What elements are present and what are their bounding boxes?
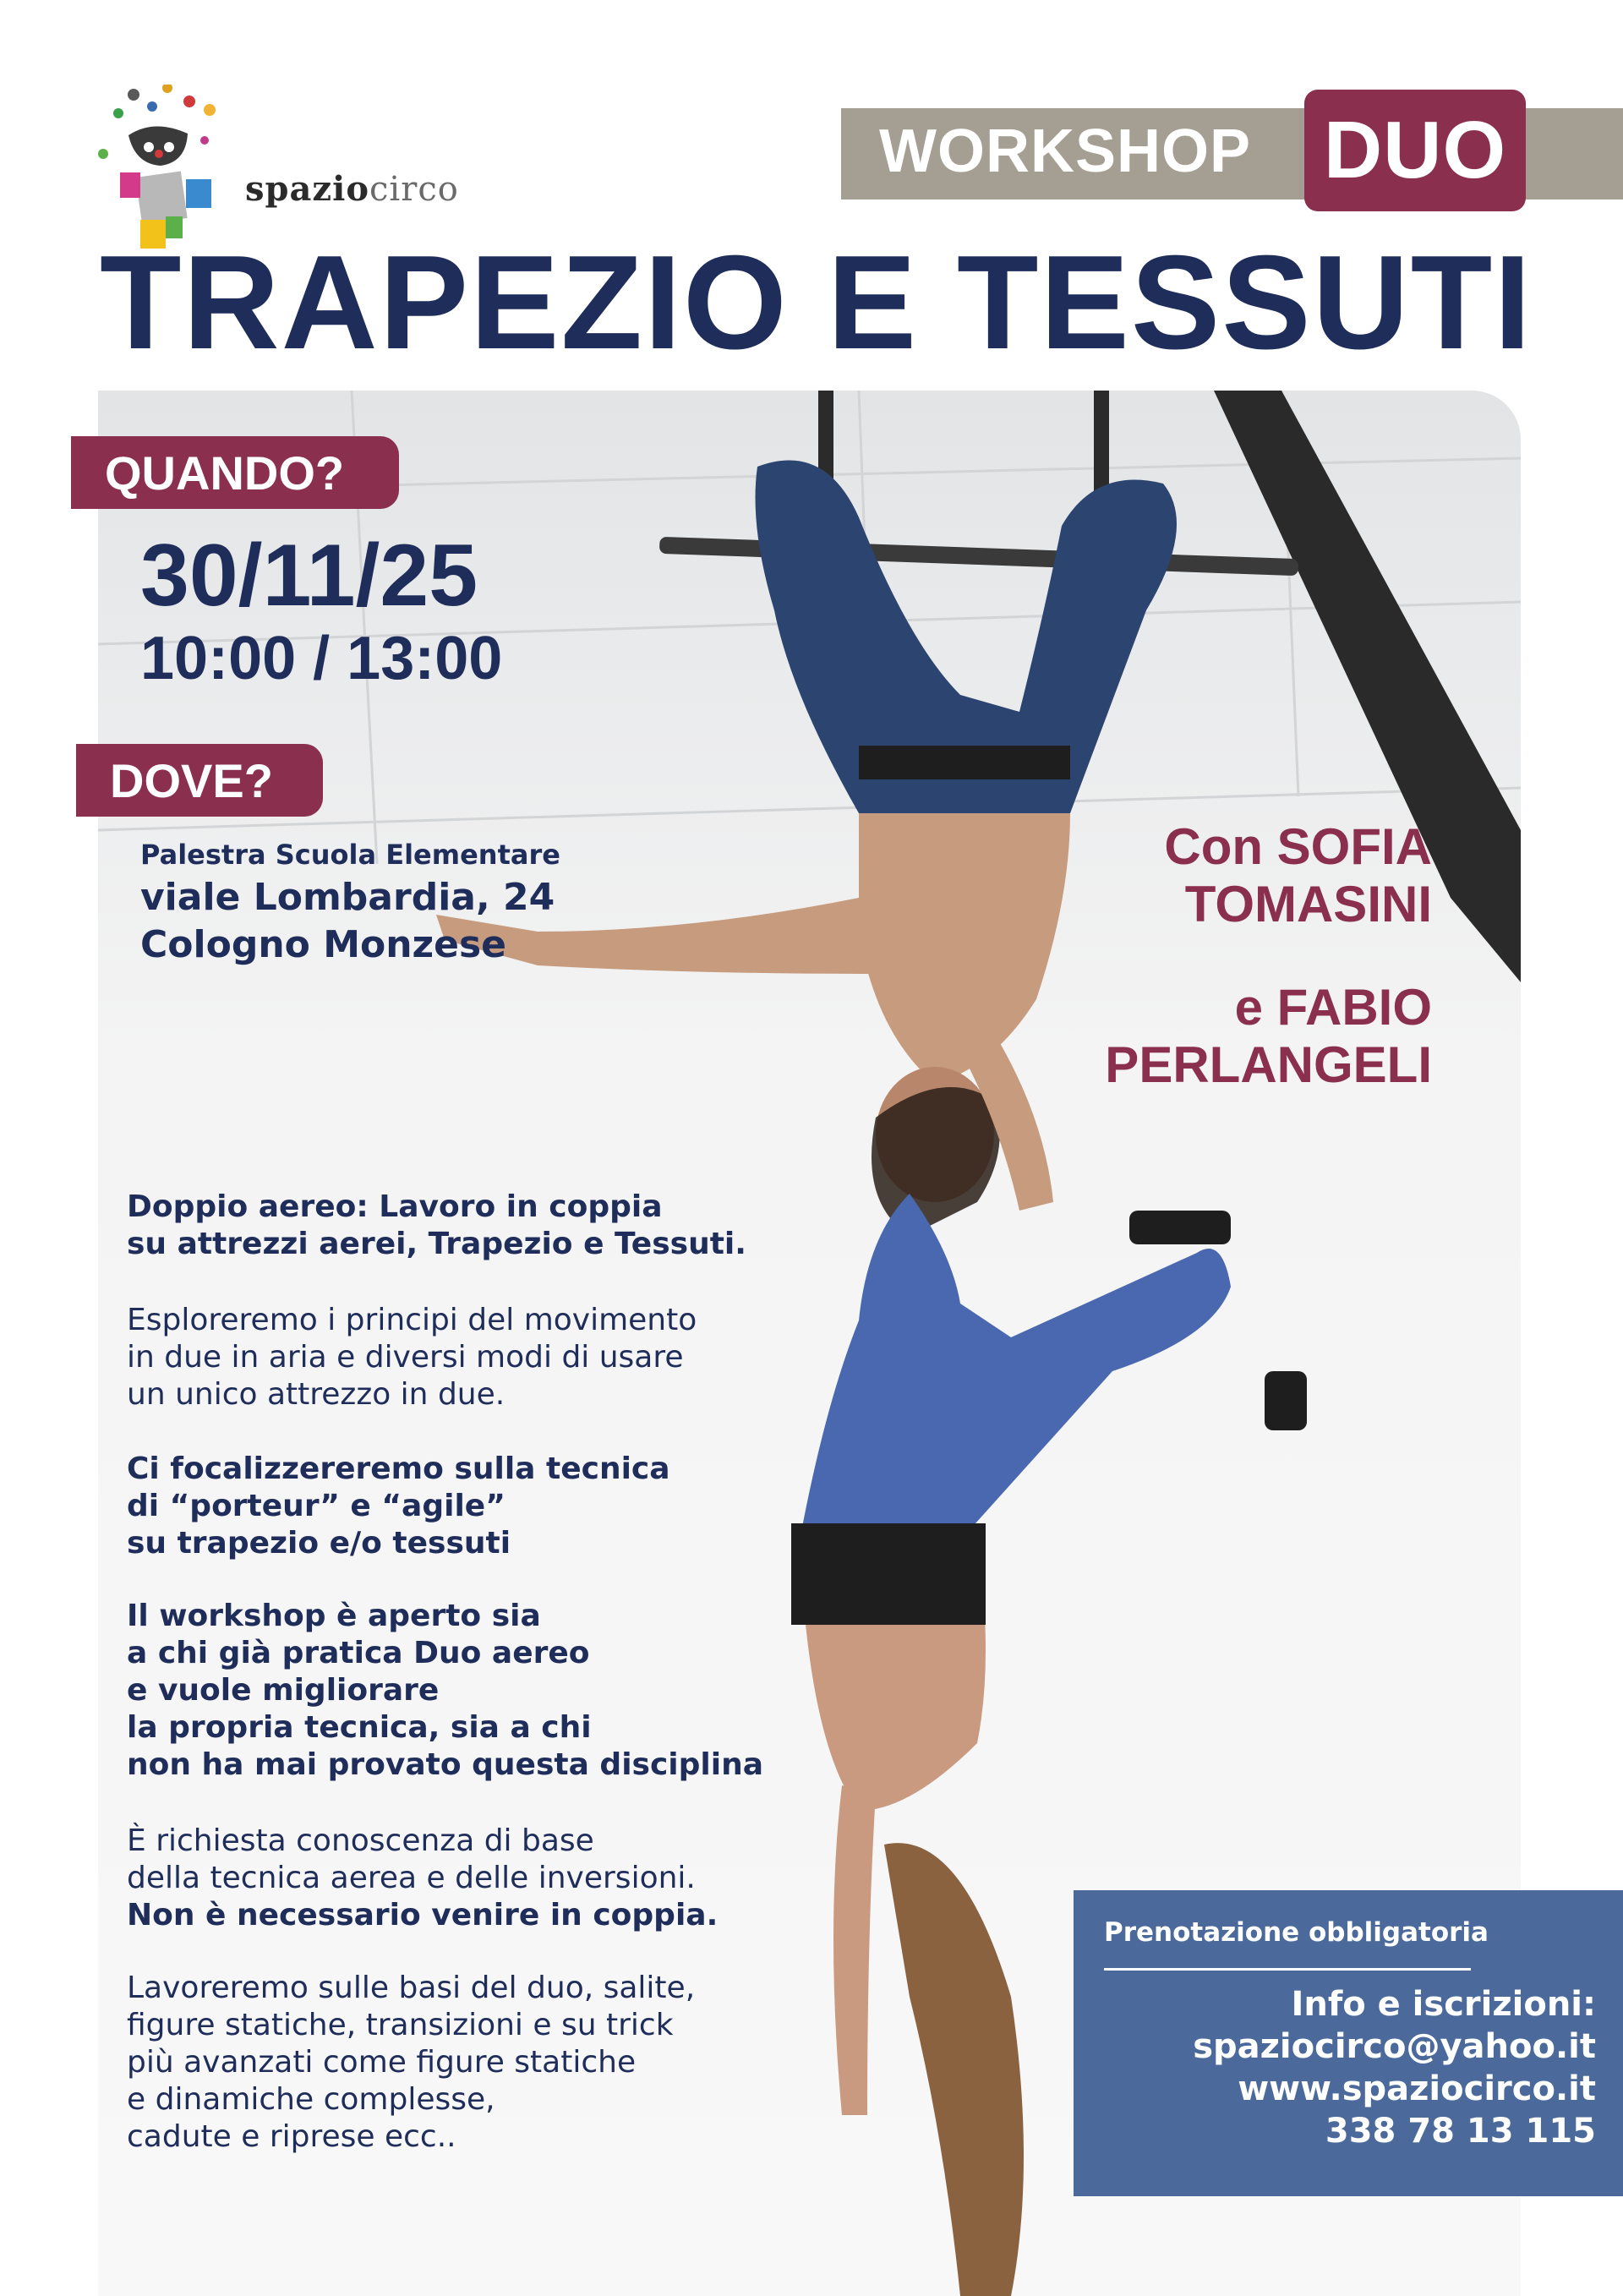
contact-website[interactable]: www.spaziocirco.it <box>1238 2069 1596 2108</box>
address-street: viale Lombardia, 24 <box>140 876 555 919</box>
text-line: Doppio aereo: Lavoro in coppia <box>127 1189 663 1224</box>
description-program <box>127 1970 695 2156</box>
description-intro <box>127 1189 746 1263</box>
text-line: in due in aria e diversi modi di usare <box>127 1340 684 1375</box>
description-audience <box>127 1598 763 1784</box>
event-date: 30/11/25 <box>140 527 478 625</box>
text-line: della tecnica aerea e delle inversioni. <box>127 1861 696 1895</box>
teacher-1-line-2: TOMASINI <box>1184 876 1432 932</box>
text-line: un unico attrezzo in due. <box>127 1377 505 1412</box>
text-line: e dinamiche complesse, <box>127 2082 495 2117</box>
text-line: non ha mai provato questa disciplina <box>127 1747 764 1782</box>
event-time: 10:00 / 13:00 <box>140 625 503 692</box>
workshop-label: WORKSHOP <box>879 118 1251 185</box>
duo-badge <box>1304 90 1526 211</box>
contact-info-box <box>1074 1890 1623 2196</box>
teacher-1-line-1: Con SOFIA <box>1164 818 1432 875</box>
text-line: più avanzati come figure statiche <box>127 2045 637 2080</box>
contact-email[interactable]: spaziocirco@yahoo.it <box>1193 2027 1596 2066</box>
text-line: È richiesta conoscenza di base <box>127 1823 594 1858</box>
text-line: e vuole migliorare <box>127 1673 440 1708</box>
logo-wordmark-suffix: circo <box>369 170 459 209</box>
description-explore <box>127 1302 697 1413</box>
info-label: Info e iscrizioni: <box>1291 1985 1596 2024</box>
address-city: Cologno Monzese <box>140 923 507 966</box>
text-line: Esploreremo i principi del movimento <box>127 1303 697 1337</box>
description-requirements <box>127 1823 718 1934</box>
text-line: su trapezio e/o tessuti <box>127 1526 511 1561</box>
logo-wordmark <box>245 169 459 209</box>
contact-phone[interactable]: 338 78 13 115 <box>1325 2112 1596 2151</box>
page-title: TRAPEZIO E TESSUTI <box>100 228 1533 377</box>
venue-name: Palestra Scuola Elementare <box>140 839 560 871</box>
logo-wordmark-prefix: spazio <box>245 169 369 209</box>
text-line: cadute e riprese ecc.. <box>127 2119 456 2154</box>
text-line: Lavoreremo sulle basi del duo, salite, <box>127 1971 696 2005</box>
where-label: DOVE? <box>76 744 323 817</box>
text-line: a chi già pratica Duo aereo <box>127 1636 590 1670</box>
text-line: Il workshop è aperto sia <box>127 1599 541 1633</box>
teacher-2-line-1: e FABIO <box>1234 979 1432 1036</box>
description-technique <box>127 1451 670 1562</box>
text-line: di “porteur” e “agile” <box>127 1489 505 1523</box>
when-label: QUANDO? <box>71 436 399 509</box>
divider <box>1104 1968 1471 1971</box>
duo-label: DUO <box>1323 105 1507 195</box>
booking-required-heading: Prenotazione obbligatoria <box>1104 1917 1489 1948</box>
text-line: la propria tecnica, sia a chi <box>127 1710 592 1745</box>
text-line: figure statiche, transizioni e su trick <box>127 2008 674 2042</box>
text-line: su attrezzi aerei, Trapezio e Tessuti. <box>127 1227 746 1261</box>
teacher-2-line-2: PERLANGELI <box>1105 1036 1432 1093</box>
text-line: Non è necessario venire in coppia. <box>127 1898 719 1932</box>
text-line: Ci focalizzereremo sulla tecnica <box>127 1451 670 1486</box>
